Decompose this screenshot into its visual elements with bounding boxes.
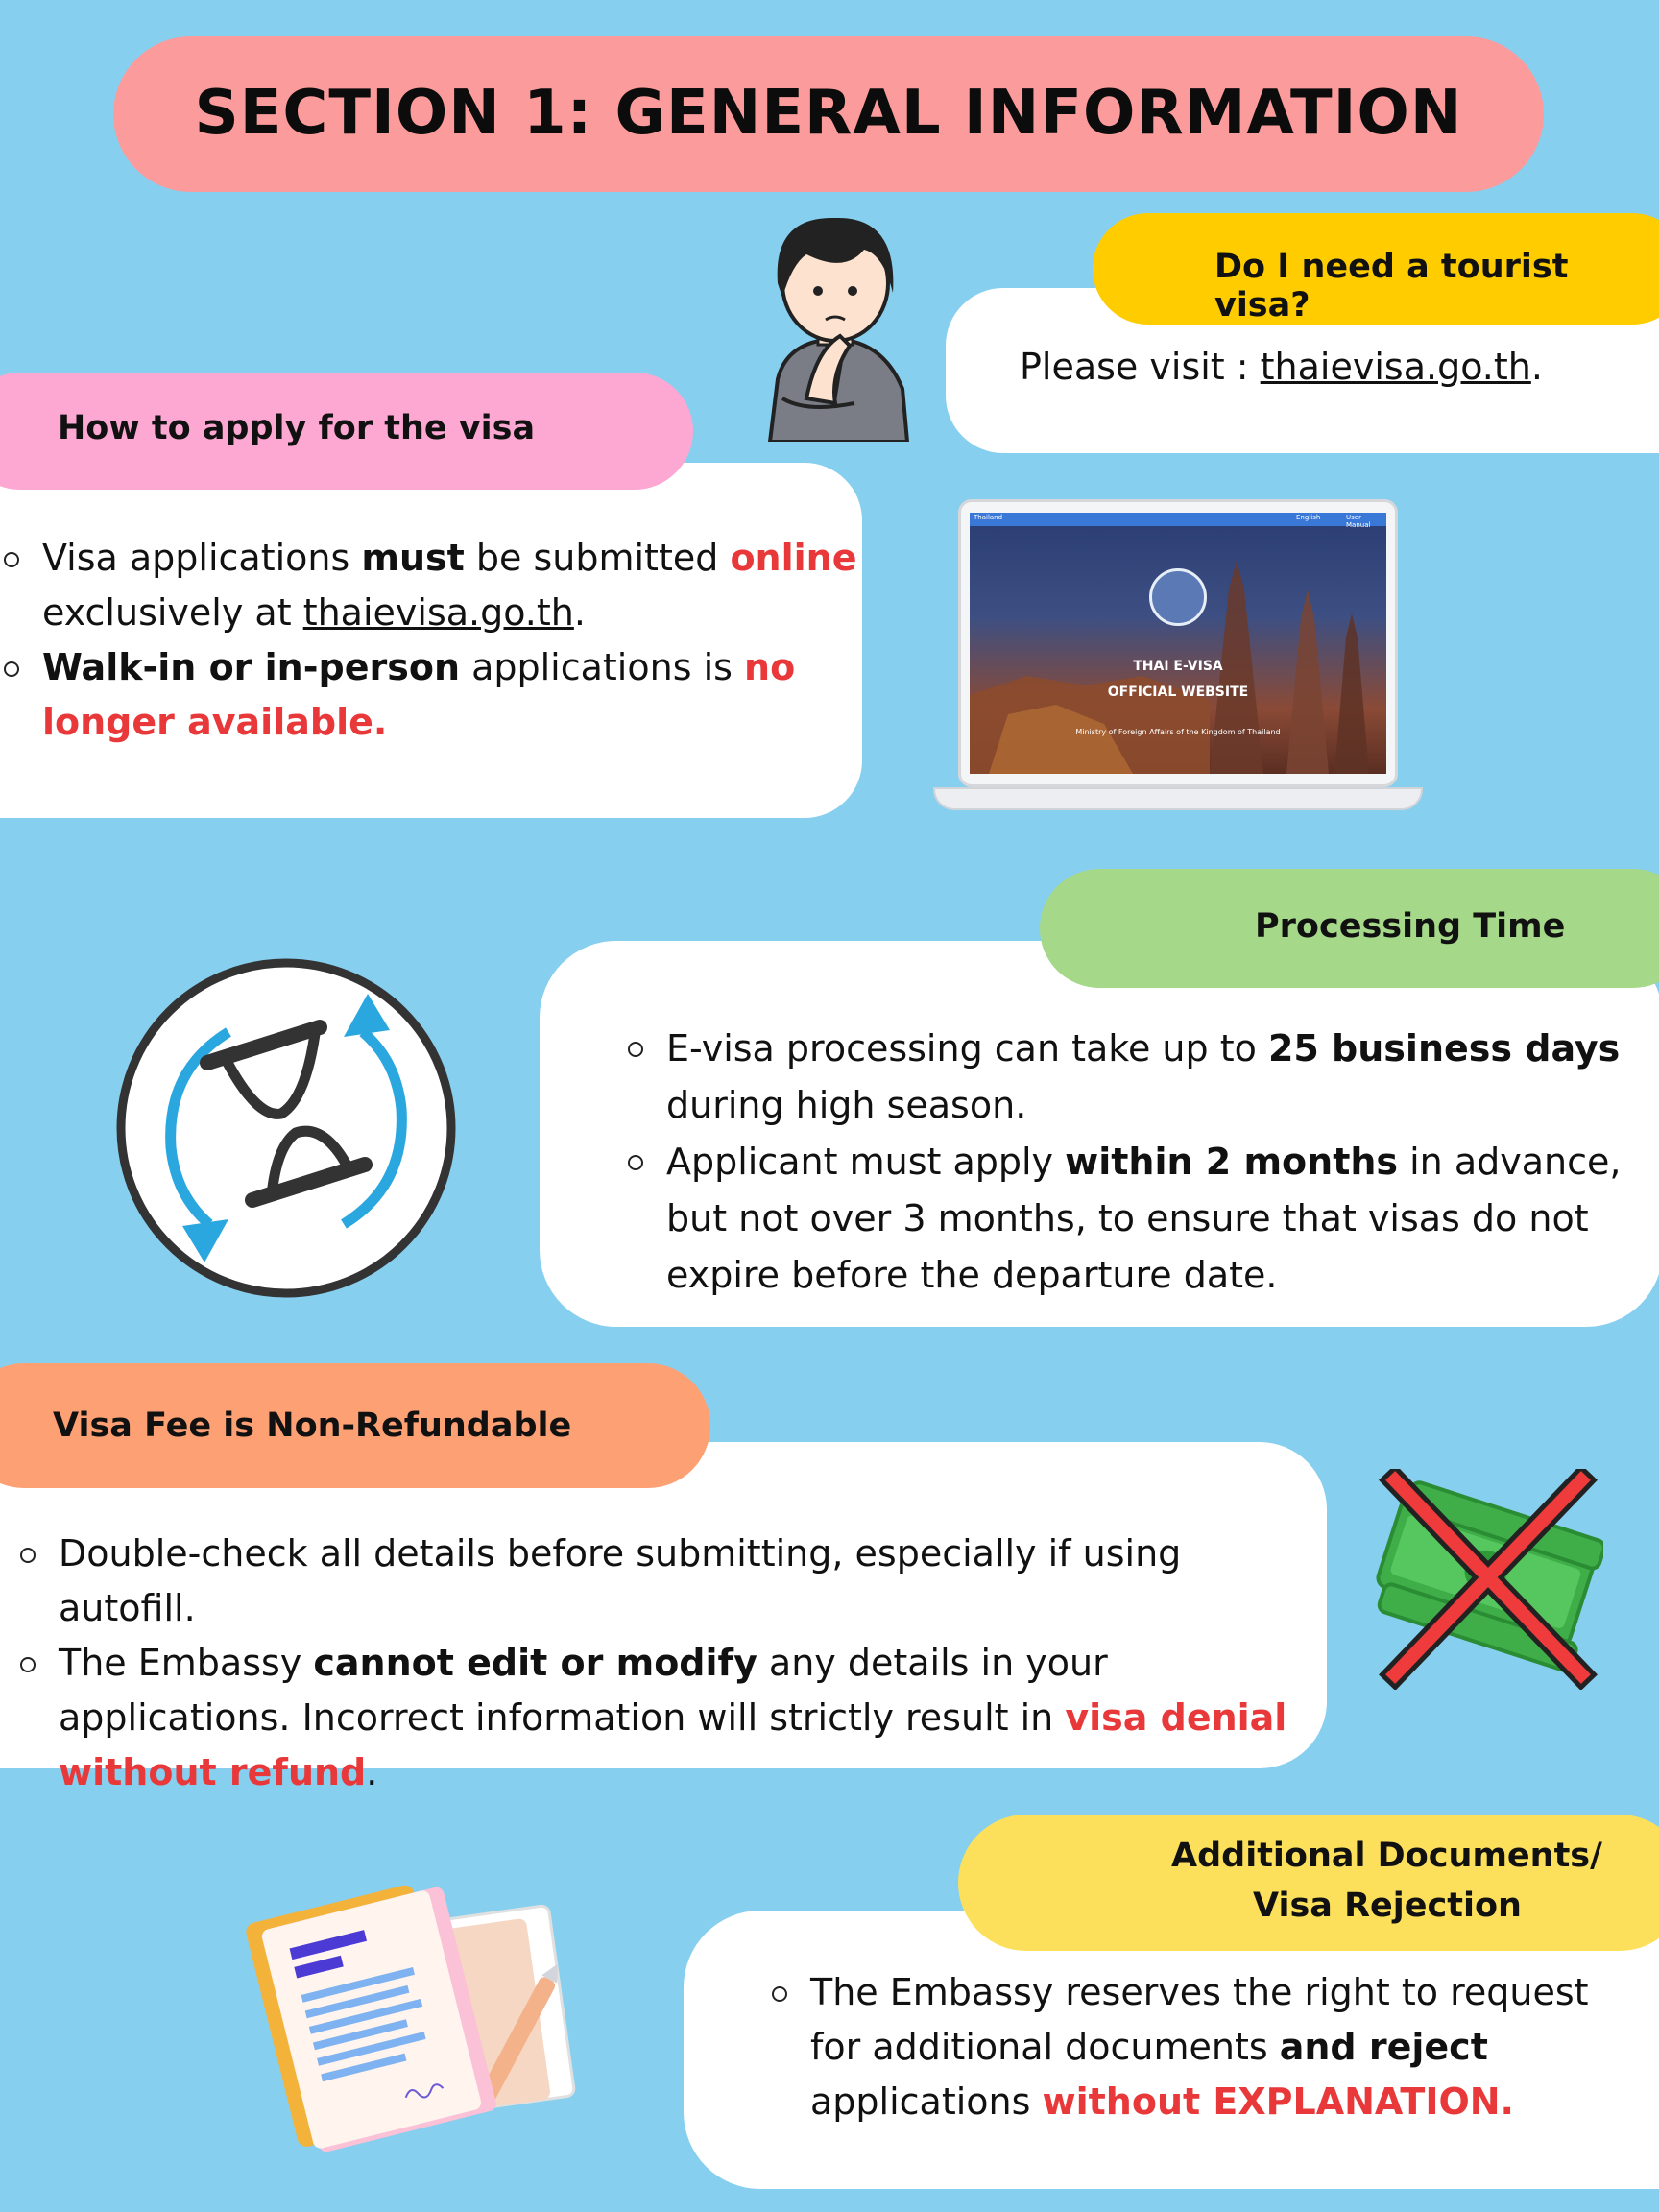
thai-emblem <box>1149 568 1207 626</box>
tourist-visa-heading: Do I need a tourist visa? <box>1214 248 1569 325</box>
tourist-visa-link[interactable]: thaievisa.go.th <box>1260 346 1531 388</box>
tourist-visa-text: Please visit : thaievisa.go.th. <box>1020 346 1543 388</box>
screen-nav-lang: English <box>1296 514 1321 521</box>
laptop-screen <box>970 513 1386 774</box>
apply-link[interactable]: thaievisa.go.th <box>302 591 574 634</box>
list-item: Applicant must apply within 2 months in advance, but not over 3 months, to ensure that visas do not expire before the departure date. <box>628 1134 1646 1304</box>
list-item: Double-check all details before submitting, especially if using autofill. <box>20 1527 1316 1636</box>
how-to-apply-list <box>4 531 858 750</box>
thinking-person-icon <box>749 206 922 442</box>
additional-heading-line2: Visa Rejection <box>1253 1887 1522 1925</box>
additional-heading-line1: Additional Documents/ <box>1171 1837 1602 1875</box>
page-title: SECTION 1: GENERAL INFORMATION <box>194 78 1463 149</box>
list-item: E-visa processing can take up to 25 business days during high season. <box>628 1021 1646 1134</box>
screen-nav-left: Thailand <box>974 514 1003 521</box>
screen-subtitle: Ministry of Foreign Affairs of the Kingdom of Thailand <box>1075 728 1281 736</box>
additional-list <box>772 1965 1646 2129</box>
laptop-icon <box>933 499 1423 816</box>
laptop-base <box>933 787 1423 810</box>
fee-list <box>20 1527 1316 1800</box>
processing-list <box>628 1021 1646 1304</box>
screen-navbar <box>970 513 1386 526</box>
list-item: The Embassy reserves the right to request for additional documents and reject applications without EXPLANATION. <box>772 1965 1646 2129</box>
list-item: Walk-in or in-person applications is no longer available. <box>4 640 858 750</box>
documents-icon <box>230 1867 586 2155</box>
money-cross-icon <box>1368 1469 1603 1690</box>
screen-title-2: OFFICIAL WEBSITE <box>1107 685 1249 700</box>
screen-nav-right: User Manual <box>1346 514 1371 529</box>
fee-heading: Visa Fee is Non-Refundable <box>53 1407 572 1445</box>
additional-heading-pill <box>958 1815 1659 1951</box>
how-to-apply-heading: How to apply for the visa <box>58 409 536 447</box>
list-item: Visa applications must be submitted online exclusively at thaievisa.go.th. <box>4 531 858 640</box>
hourglass-refresh-icon <box>113 955 459 1301</box>
screen-title-1: THAI E-VISA <box>1133 659 1223 674</box>
list-item: The Embassy cannot edit or modify any details in your applications. Incorrect information will strictly result in visa denial without refund. <box>20 1636 1316 1800</box>
processing-heading: Processing Time <box>1255 907 1566 946</box>
